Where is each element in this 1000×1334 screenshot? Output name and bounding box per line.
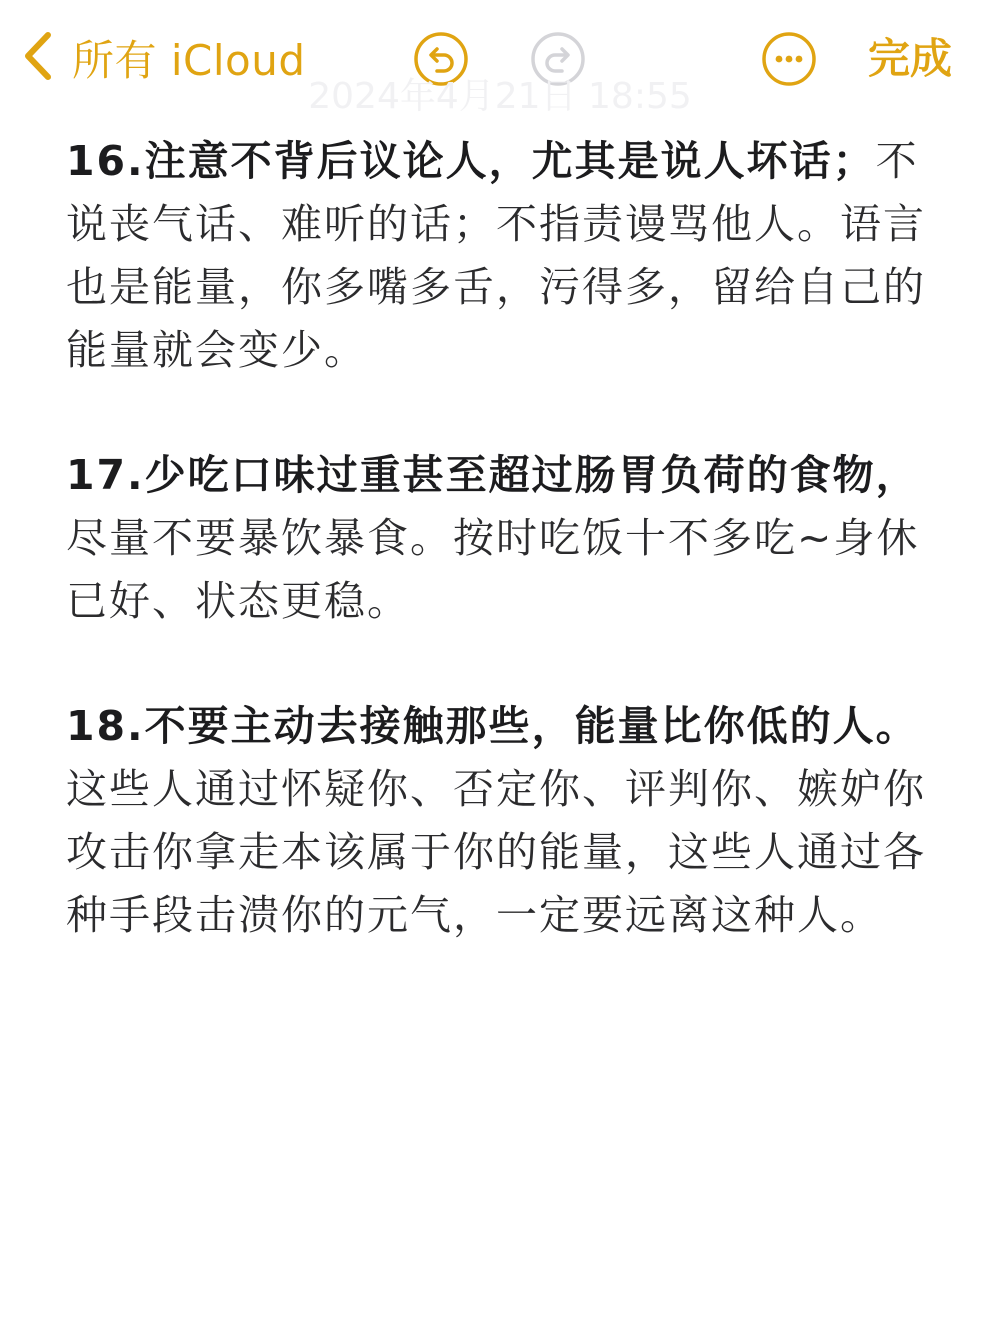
paragraph-text: 这些人通过怀疑你、否定你、评判你、嫉妒你攻击你拿走本该属于你的能量，这些人通过各种手段击溃你的元气，一定要远离这种人。 <box>66 765 926 939</box>
paragraph-heading: 18.不要主动去接触那些，能量比你低的人。 <box>66 702 919 750</box>
note-paragraph <box>66 695 926 947</box>
paragraph-heading: 16.注意不背后议论人，尤其是说人坏话； <box>66 137 876 185</box>
back-button-label: 所有 iCloud <box>72 36 306 85</box>
note-paragraph <box>66 444 926 633</box>
notes-toolbar <box>0 0 1000 120</box>
paragraph-text: 不说丧气话、难听的话；不指责谩骂他人。语言也是能量，你多嘴多舌，污得多，留给自己的能量就会变少。 <box>66 137 926 374</box>
note-paragraph <box>66 130 926 382</box>
note-body[interactable] <box>66 130 926 1009</box>
paragraph-heading: 17.少吃口味过重甚至超过肠胃负荷的食物， <box>66 451 919 499</box>
done-button[interactable]: 完成 <box>868 34 953 83</box>
note-date: 2024年4月21日 18:55 <box>308 76 692 117</box>
paragraph-text: 尽量不要暴饮暴食。按时吃饭十不多吃~身休已好、状态更稳。 <box>66 514 920 625</box>
